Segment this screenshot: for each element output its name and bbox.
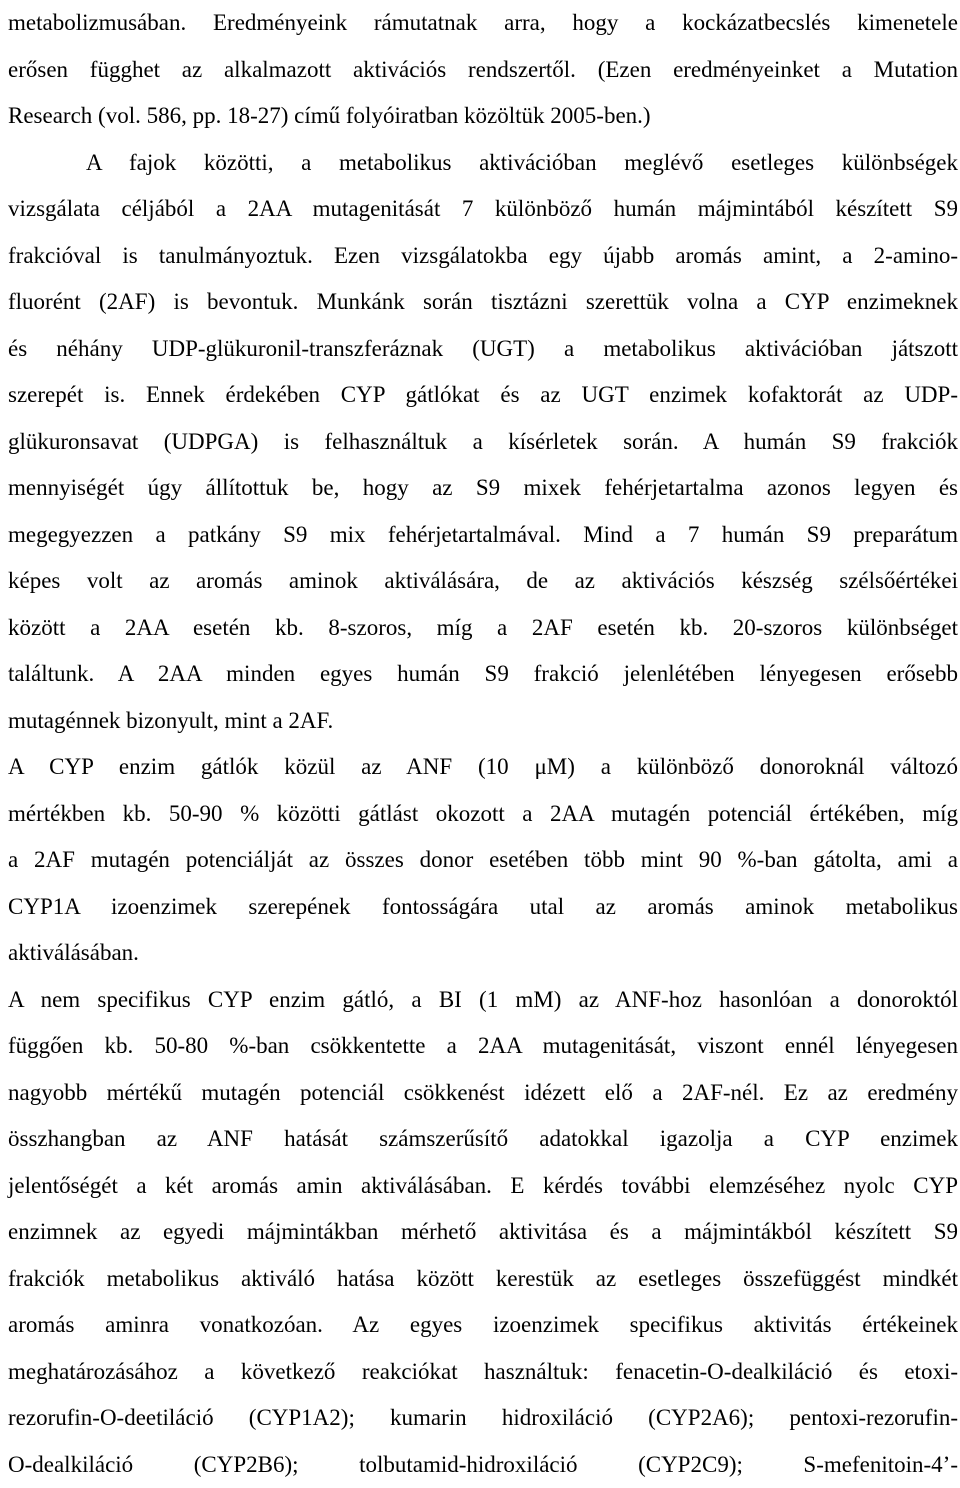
- text-line: képes volt az aromás aminok aktiválására, de az aktivációs készség szélsőértékei: [8, 558, 958, 605]
- text-line: A fajok közötti, a metabolikus aktivációban meglévő esetleges különbségek: [8, 140, 958, 187]
- text-line: megegyezzen a patkány S9 mix fehérjetartalmával. Mind a 7 humán S9 preparátum: [8, 512, 958, 559]
- text-line: erősen függhet az alkalmazott aktivációs rendszertől. (Ezen eredményeinket a Mutation: [8, 47, 958, 94]
- text-line: metabolizmusában. Eredményeink rámutatnak arra, hogy a kockázatbecslés kimenetele: [8, 0, 958, 47]
- text-line: enzimnek az egyedi májmintákban mérhető aktivitása és a májmintákból készített S9: [8, 1209, 958, 1256]
- text-line: és néhány UDP-glükuronil-transzferáznak (UGT) a metabolikus aktivációban játszott: [8, 326, 958, 373]
- text-line: a 2AF mutagén potenciálját az összes donor esetében több mint 90 %-ban gátolta, ami a: [8, 837, 958, 884]
- text-line: szerepét is. Ennek érdekében CYP gátlókat és az UGT enzimek kofaktorát az UDP-: [8, 372, 958, 419]
- text-line: vizsgálata céljából a 2AA mutagenitását 7 különböző humán májmintából készített S9: [8, 186, 958, 233]
- text-line: Research (vol. 586, pp. 18-27) című folyóiratban közöltük 2005-ben.): [8, 93, 958, 140]
- text-line: mennyiségét úgy állítottuk be, hogy az S9 mixek fehérjetartalma azonos legyen és: [8, 465, 958, 512]
- text-line: jelentőségét a két aromás amin aktiválásában. E kérdés további elemzéséhez nyolc CYP: [8, 1163, 958, 1210]
- text-line: frakciók metabolikus aktiváló hatása között kerestük az esetleges összefüggést mindkét: [8, 1256, 958, 1303]
- text-line: függően kb. 50-80 %-ban csökkentette a 2AA mutagenitását, viszont ennél lényegesen: [8, 1023, 958, 1070]
- text-line: fluorént (2AF) is bevontuk. Munkánk során tisztázni szerettük volna a CYP enzimeknek: [8, 279, 958, 326]
- text-line: frakcióval is tanulmányoztuk. Ezen vizsgálatokba egy újabb aromás amint, a 2-amino-: [8, 233, 958, 280]
- text-line: mértékben kb. 50-90 % közötti gátlást okozott a 2AA mutagén potenciál értékében, míg: [8, 791, 958, 838]
- text-line: A CYP enzim gátlók közül az ANF (10 μM) a különböző donoroknál változó: [8, 744, 958, 791]
- text-line: O-dealkiláció (CYP2B6); tolbutamid-hidroxiláció (CYP2C9); S-mefenitoin-4’-: [8, 1442, 958, 1488]
- text-line: rezorufin-O-deetiláció (CYP1A2); kumarin hidroxiláció (CYP2A6); pentoxi-rezorufin-: [8, 1395, 958, 1442]
- text-line: aromás aminra vonatkozóan. Az egyes izoenzimek specifikus aktivitás értékeinek: [8, 1302, 958, 1349]
- text-line: mutagénnek bizonyult, mint a 2AF.: [8, 698, 958, 745]
- text-line: meghatározásához a következő reakciókat használtuk: fenacetin-O-dealkiláció és etoxi-: [8, 1349, 958, 1396]
- text-line: összhangban az ANF hatását számszerűsítő adatokkal igazolja a CYP enzimek: [8, 1116, 958, 1163]
- text-line: között a 2AA esetén kb. 8-szoros, míg a 2AF esetén kb. 20-szoros különbséget: [8, 605, 958, 652]
- document-page: [8, 0, 958, 1488]
- text-line: aktiválásában.: [8, 930, 958, 977]
- text-line: találtunk. A 2AA minden egyes humán S9 frakció jelenlétében lényegesen erősebb: [8, 651, 958, 698]
- text-line: CYP1A izoenzimek szerepének fontosságára utal az aromás aminok metabolikus: [8, 884, 958, 931]
- text-line: nagyobb mértékű mutagén potenciál csökkenést idézett elő a 2AF-nél. Ez az eredmény: [8, 1070, 958, 1117]
- text-line: A nem specifikus CYP enzim gátló, a BI (1 mM) az ANF-hoz hasonlóan a donoroktól: [8, 977, 958, 1024]
- text-line: glükuronsavat (UDPGA) is felhasználtuk a kísérletek során. A humán S9 frakciók: [8, 419, 958, 466]
